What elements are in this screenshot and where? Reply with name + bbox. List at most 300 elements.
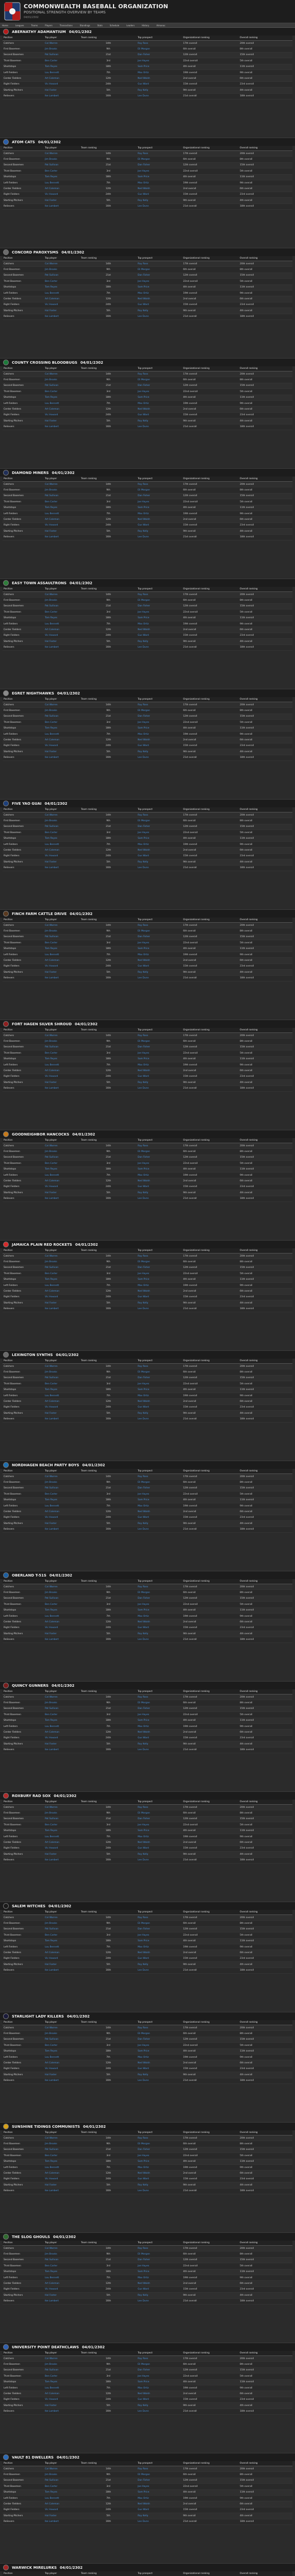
- top-prospect-link[interactable]: Ray Ross: [137, 2136, 182, 2141]
- top-player-link[interactable]: Lou Bennett: [44, 180, 80, 185]
- top-player-link[interactable]: Ben Carter: [44, 168, 80, 174]
- top-prospect-link[interactable]: Eli Morgan: [137, 377, 182, 383]
- top-player-link[interactable]: Jim Brooks: [44, 487, 80, 493]
- top-player-link[interactable]: Pat Sullivan: [44, 934, 80, 940]
- top-prospect-link[interactable]: Joe Hayes: [137, 720, 182, 725]
- top-player-link[interactable]: Jim Brooks: [44, 2031, 80, 2037]
- top-player-link[interactable]: Pat Sullivan: [44, 1816, 80, 1822]
- top-prospect-link[interactable]: Joe Hayes: [137, 279, 182, 284]
- top-player-link[interactable]: Vic Howard: [44, 743, 80, 749]
- top-prospect-link[interactable]: Joe Hayes: [137, 58, 182, 64]
- top-prospect-link[interactable]: Ray Ross: [137, 2466, 182, 2472]
- top-player-link[interactable]: Lou Bennett: [44, 621, 80, 626]
- top-prospect-link[interactable]: Eli Morgan: [137, 1921, 182, 1926]
- top-prospect-link[interactable]: Ned Walsh: [137, 2060, 182, 2066]
- top-player-link[interactable]: Cal Warren: [44, 1805, 80, 1810]
- top-player-link[interactable]: Vic Howard: [44, 633, 80, 638]
- top-player-link[interactable]: Vic Howard: [44, 1735, 80, 1741]
- top-player-link[interactable]: Lou Bennett: [44, 1503, 80, 1509]
- top-prospect-link[interactable]: Sam Price: [137, 2379, 182, 2385]
- top-player-link[interactable]: Cal Warren: [44, 1694, 80, 1700]
- top-player-link[interactable]: Vic Howard: [44, 412, 80, 418]
- top-prospect-link[interactable]: Gus Ward: [137, 1956, 182, 1961]
- top-prospect-link[interactable]: Joe Hayes: [137, 1492, 182, 1497]
- top-player-link[interactable]: Ike Lambert: [44, 1416, 80, 1422]
- top-prospect-link[interactable]: Joe Hayes: [137, 1933, 182, 1938]
- team-name[interactable]: NORDHAGEN BEACH PARTY BOYS: [12, 1463, 79, 1467]
- top-player-link[interactable]: Ben Carter: [44, 2374, 80, 2379]
- top-player-link[interactable]: Pat Sullivan: [44, 2367, 80, 2373]
- top-prospect-link[interactable]: Eli Morgan: [137, 2141, 182, 2147]
- top-prospect-link[interactable]: Ned Walsh: [137, 1950, 182, 1956]
- top-player-link[interactable]: Pat Sullivan: [44, 603, 80, 609]
- top-prospect-link[interactable]: Max Ortiz: [137, 1834, 182, 1839]
- team-name[interactable]: ROXBURY RAD SOX: [12, 1793, 51, 1798]
- top-player-link[interactable]: Jim Brooks: [44, 267, 80, 273]
- top-player-link[interactable]: Jim Brooks: [44, 1810, 80, 1816]
- top-player-link[interactable]: Lou Bennett: [44, 1723, 80, 1729]
- top-prospect-link[interactable]: Roy Kelly: [137, 1300, 182, 1306]
- top-player-link[interactable]: Art Coleman: [44, 76, 80, 81]
- top-player-link[interactable]: Cal Warren: [44, 2246, 80, 2251]
- top-prospect-link[interactable]: Lee Dunn: [137, 865, 182, 871]
- top-player-link[interactable]: Tom Reyes: [44, 395, 80, 400]
- top-player-link[interactable]: Art Coleman: [44, 2060, 80, 2066]
- top-prospect-link[interactable]: Roy Kelly: [137, 1190, 182, 1196]
- top-player-link[interactable]: Jim Brooks: [44, 598, 80, 603]
- top-player-link[interactable]: Cal Warren: [44, 812, 80, 818]
- top-prospect-link[interactable]: Max Ortiz: [137, 2054, 182, 2060]
- top-prospect-link[interactable]: Max Ortiz: [137, 2385, 182, 2391]
- top-prospect-link[interactable]: Dan Fisher: [137, 1265, 182, 1270]
- top-player-link[interactable]: Cal Warren: [44, 1143, 80, 1149]
- top-player-link[interactable]: Tom Reyes: [44, 174, 80, 180]
- top-player-link[interactable]: Tom Reyes: [44, 1607, 80, 1613]
- top-prospect-link[interactable]: Ned Walsh: [137, 1619, 182, 1625]
- top-player-link[interactable]: Vic Howard: [44, 522, 80, 528]
- top-prospect-link[interactable]: Max Ortiz: [137, 621, 182, 626]
- top-prospect-link[interactable]: Dan Fisher: [137, 1375, 182, 1381]
- top-player-link[interactable]: Cal Warren: [44, 41, 80, 46]
- team-name[interactable]: FINCH FARM CATTLE DRIVE: [12, 911, 67, 916]
- top-prospect-link[interactable]: Joe Hayes: [137, 1161, 182, 1166]
- top-prospect-link[interactable]: Dan Fisher: [137, 2037, 182, 2042]
- top-player-link[interactable]: Lou Bennett: [44, 70, 80, 75]
- top-prospect-link[interactable]: Ned Walsh: [137, 517, 182, 522]
- top-prospect-link[interactable]: Gus Ward: [137, 2397, 182, 2402]
- top-prospect-link[interactable]: Ned Walsh: [137, 1068, 182, 1074]
- top-prospect-link[interactable]: Sam Price: [137, 174, 182, 180]
- top-prospect-link[interactable]: Ned Walsh: [137, 296, 182, 302]
- top-prospect-link[interactable]: Gus Ward: [137, 2176, 182, 2182]
- top-player-link[interactable]: Art Coleman: [44, 958, 80, 963]
- top-prospect-link[interactable]: Sam Price: [137, 1387, 182, 1393]
- top-player-link[interactable]: Lou Bennett: [44, 511, 80, 516]
- top-player-link[interactable]: Hal Foster: [44, 308, 80, 314]
- top-player-link[interactable]: Hal Foster: [44, 1962, 80, 1968]
- top-player-link[interactable]: Hal Foster: [44, 2513, 80, 2519]
- nav-item[interactable]: Leagues: [15, 24, 24, 27]
- top-player-link[interactable]: Art Coleman: [44, 296, 80, 302]
- top-prospect-link[interactable]: Gus Ward: [137, 633, 182, 638]
- top-prospect-link[interactable]: Ned Walsh: [137, 627, 182, 633]
- top-prospect-link[interactable]: Sam Price: [137, 395, 182, 400]
- top-player-link[interactable]: Tom Reyes: [44, 725, 80, 731]
- top-prospect-link[interactable]: Gus Ward: [137, 1845, 182, 1851]
- top-prospect-link[interactable]: Max Ortiz: [137, 841, 182, 847]
- top-prospect-link[interactable]: Eli Morgan: [137, 157, 182, 162]
- top-player-link[interactable]: Jim Brooks: [44, 1590, 80, 1596]
- top-player-link[interactable]: Jim Brooks: [44, 1039, 80, 1044]
- top-player-link[interactable]: Hal Foster: [44, 970, 80, 975]
- top-player-link[interactable]: Tom Reyes: [44, 1718, 80, 1723]
- top-prospect-link[interactable]: Lee Dunn: [137, 1527, 182, 1532]
- top-prospect-link[interactable]: Eli Morgan: [137, 1149, 182, 1155]
- top-prospect-link[interactable]: Lee Dunn: [137, 1968, 182, 1973]
- top-player-link[interactable]: Art Coleman: [44, 1178, 80, 1184]
- top-player-link[interactable]: Hal Foster: [44, 749, 80, 755]
- top-player-link[interactable]: Ike Lambert: [44, 645, 80, 650]
- top-player-link[interactable]: Vic Howard: [44, 2176, 80, 2182]
- top-prospect-link[interactable]: Ray Ross: [137, 2356, 182, 2362]
- top-prospect-link[interactable]: Ned Walsh: [137, 848, 182, 853]
- top-prospect-link[interactable]: Gus Ward: [137, 81, 182, 87]
- top-player-link[interactable]: Cal Warren: [44, 1033, 80, 1039]
- top-prospect-link[interactable]: Max Ortiz: [137, 1172, 182, 1178]
- top-prospect-link[interactable]: Sam Price: [137, 1056, 182, 1062]
- top-player-link[interactable]: Ben Carter: [44, 2263, 80, 2269]
- top-player-link[interactable]: Tom Reyes: [44, 1828, 80, 1834]
- nav-item[interactable]: Transactions: [59, 24, 73, 27]
- top-player-link[interactable]: Ben Carter: [44, 1161, 80, 1166]
- top-player-link[interactable]: Tom Reyes: [44, 1277, 80, 1282]
- top-prospect-link[interactable]: Lee Dunn: [137, 1196, 182, 1201]
- top-player-link[interactable]: Art Coleman: [44, 2281, 80, 2286]
- top-player-link[interactable]: Ben Carter: [44, 1492, 80, 1497]
- top-prospect-link[interactable]: Eli Morgan: [137, 1039, 182, 1044]
- top-player-link[interactable]: Jim Brooks: [44, 708, 80, 714]
- top-prospect-link[interactable]: Dan Fisher: [137, 1706, 182, 1711]
- nav-item[interactable]: Teams: [31, 24, 38, 27]
- top-player-link[interactable]: Ike Lambert: [44, 93, 80, 99]
- top-prospect-link[interactable]: Gus Ward: [137, 853, 182, 859]
- top-prospect-link[interactable]: Max Ortiz: [137, 1282, 182, 1288]
- top-prospect-link[interactable]: Dan Fisher: [137, 52, 182, 58]
- top-player-link[interactable]: Lou Bennett: [44, 2164, 80, 2170]
- top-player-link[interactable]: Cal Warren: [44, 371, 80, 377]
- top-player-link[interactable]: Ben Carter: [44, 609, 80, 615]
- top-player-link[interactable]: Cal Warren: [44, 1474, 80, 1480]
- top-player-link[interactable]: Lou Bennett: [44, 1393, 80, 1398]
- top-player-link[interactable]: Pat Sullivan: [44, 2257, 80, 2263]
- top-prospect-link[interactable]: Ned Walsh: [137, 2391, 182, 2397]
- top-prospect-link[interactable]: Lee Dunn: [137, 424, 182, 430]
- top-player-link[interactable]: Pat Sullivan: [44, 493, 80, 499]
- top-prospect-link[interactable]: Dan Fisher: [137, 383, 182, 388]
- top-player-link[interactable]: Art Coleman: [44, 2391, 80, 2397]
- top-prospect-link[interactable]: Dan Fisher: [137, 2257, 182, 2263]
- top-player-link[interactable]: Lou Bennett: [44, 2385, 80, 2391]
- top-prospect-link[interactable]: Ned Walsh: [137, 737, 182, 743]
- top-prospect-link[interactable]: Ray Ross: [137, 1474, 182, 1480]
- top-prospect-link[interactable]: Lee Dunn: [137, 1747, 182, 1753]
- top-player-link[interactable]: Jim Brooks: [44, 1149, 80, 1155]
- top-prospect-link[interactable]: Ned Walsh: [137, 958, 182, 963]
- top-prospect-link[interactable]: Ray Ross: [137, 1253, 182, 1259]
- team-name[interactable]: EASY TOWN ASSAULTRONS: [12, 581, 67, 585]
- top-player-link[interactable]: Ike Lambert: [44, 424, 80, 430]
- top-player-link[interactable]: Ike Lambert: [44, 2298, 80, 2304]
- top-prospect-link[interactable]: Max Ortiz: [137, 1393, 182, 1398]
- top-prospect-link[interactable]: Joe Hayes: [137, 2484, 182, 2489]
- team-name[interactable]: LEXINGTON SYNTHS: [12, 1352, 53, 1357]
- top-prospect-link[interactable]: Eli Morgan: [137, 1810, 182, 1816]
- top-player-link[interactable]: Vic Howard: [44, 2397, 80, 2402]
- top-prospect-link[interactable]: Ray Ross: [137, 812, 182, 818]
- top-player-link[interactable]: Cal Warren: [44, 1364, 80, 1369]
- nav-item[interactable]: Standings: [79, 24, 90, 27]
- top-player-link[interactable]: Hal Foster: [44, 2072, 80, 2078]
- top-player-link[interactable]: Hal Foster: [44, 2182, 80, 2188]
- top-prospect-link[interactable]: Joe Hayes: [137, 2374, 182, 2379]
- top-prospect-link[interactable]: Gus Ward: [137, 1404, 182, 1410]
- top-prospect-link[interactable]: Joe Hayes: [137, 1712, 182, 1718]
- top-player-link[interactable]: Tom Reyes: [44, 284, 80, 290]
- top-player-link[interactable]: Cal Warren: [44, 2136, 80, 2141]
- top-player-link[interactable]: Ike Lambert: [44, 975, 80, 981]
- top-prospect-link[interactable]: Ray Ross: [137, 1805, 182, 1810]
- top-prospect-link[interactable]: Max Ortiz: [137, 2164, 182, 2170]
- team-name[interactable]: SUNSHINE TIDINGS COMMUNISTS: [12, 2124, 80, 2129]
- top-player-link[interactable]: Hal Foster: [44, 639, 80, 645]
- top-player-link[interactable]: Cal Warren: [44, 923, 80, 928]
- top-prospect-link[interactable]: Ray Ross: [137, 41, 182, 46]
- top-prospect-link[interactable]: Ray Ross: [137, 923, 182, 928]
- team-name[interactable]: VAULT 81 DWELLERS: [12, 2455, 54, 2460]
- top-player-link[interactable]: Ben Carter: [44, 2153, 80, 2159]
- top-player-link[interactable]: Vic Howard: [44, 81, 80, 87]
- top-player-link[interactable]: Art Coleman: [44, 737, 80, 743]
- top-prospect-link[interactable]: Roy Kelly: [137, 1080, 182, 1086]
- top-prospect-link[interactable]: Ned Walsh: [137, 1840, 182, 1845]
- top-player-link[interactable]: Ben Carter: [44, 1712, 80, 1718]
- top-prospect-link[interactable]: Eli Morgan: [137, 1369, 182, 1375]
- top-player-link[interactable]: Tom Reyes: [44, 2379, 80, 2385]
- top-prospect-link[interactable]: Ray Ross: [137, 702, 182, 708]
- top-prospect-link[interactable]: Dan Fisher: [137, 2147, 182, 2153]
- top-player-link[interactable]: Vic Howard: [44, 1625, 80, 1631]
- top-prospect-link[interactable]: Lee Dunn: [137, 2188, 182, 2194]
- top-prospect-link[interactable]: Sam Price: [137, 284, 182, 290]
- top-player-link[interactable]: Pat Sullivan: [44, 824, 80, 829]
- nav-item[interactable]: Leaders: [126, 24, 135, 27]
- top-prospect-link[interactable]: Ray Ross: [137, 371, 182, 377]
- top-prospect-link[interactable]: Lee Dunn: [137, 2519, 182, 2524]
- top-prospect-link[interactable]: Roy Kelly: [137, 859, 182, 865]
- top-prospect-link[interactable]: Sam Price: [137, 1166, 182, 1172]
- top-prospect-link[interactable]: Max Ortiz: [137, 1723, 182, 1729]
- top-player-link[interactable]: Jim Brooks: [44, 1700, 80, 1706]
- top-player-link[interactable]: Pat Sullivan: [44, 162, 80, 168]
- top-prospect-link[interactable]: Eli Morgan: [137, 1590, 182, 1596]
- top-player-link[interactable]: Hal Foster: [44, 2293, 80, 2298]
- top-player-link[interactable]: Ben Carter: [44, 830, 80, 836]
- top-prospect-link[interactable]: Joe Hayes: [137, 499, 182, 505]
- top-prospect-link[interactable]: Lee Dunn: [137, 534, 182, 540]
- top-prospect-link[interactable]: Roy Kelly: [137, 1411, 182, 1416]
- top-prospect-link[interactable]: Dan Fisher: [137, 1044, 182, 1050]
- team-name[interactable]: EGRET NIGHTHAWKS: [12, 691, 54, 696]
- top-prospect-link[interactable]: Sam Price: [137, 2048, 182, 2054]
- top-prospect-link[interactable]: Gus Ward: [137, 1735, 182, 1741]
- top-player-link[interactable]: Ike Lambert: [44, 204, 80, 209]
- top-prospect-link[interactable]: Max Ortiz: [137, 400, 182, 406]
- top-prospect-link[interactable]: Roy Kelly: [137, 418, 182, 424]
- top-prospect-link[interactable]: Gus Ward: [137, 2507, 182, 2513]
- top-player-link[interactable]: Jim Brooks: [44, 818, 80, 824]
- top-prospect-link[interactable]: Ned Walsh: [137, 406, 182, 412]
- top-player-link[interactable]: Ike Lambert: [44, 1747, 80, 1753]
- nav-item[interactable]: Home: [2, 24, 8, 27]
- top-prospect-link[interactable]: Roy Kelly: [137, 529, 182, 534]
- top-player-link[interactable]: Vic Howard: [44, 2066, 80, 2072]
- top-player-link[interactable]: Jim Brooks: [44, 1480, 80, 1485]
- top-player-link[interactable]: Tom Reyes: [44, 2048, 80, 2054]
- top-prospect-link[interactable]: Roy Kelly: [137, 2182, 182, 2188]
- top-player-link[interactable]: Hal Foster: [44, 1631, 80, 1637]
- top-prospect-link[interactable]: Max Ortiz: [137, 70, 182, 75]
- top-prospect-link[interactable]: Roy Kelly: [137, 970, 182, 975]
- top-prospect-link[interactable]: Eli Morgan: [137, 818, 182, 824]
- top-prospect-link[interactable]: Lee Dunn: [137, 755, 182, 760]
- top-prospect-link[interactable]: Gus Ward: [137, 963, 182, 969]
- top-player-link[interactable]: Hal Foster: [44, 198, 80, 204]
- top-player-link[interactable]: Jim Brooks: [44, 1369, 80, 1375]
- top-player-link[interactable]: Pat Sullivan: [44, 383, 80, 388]
- top-prospect-link[interactable]: Joe Hayes: [137, 168, 182, 174]
- top-prospect-link[interactable]: Sam Price: [137, 725, 182, 731]
- top-prospect-link[interactable]: Joe Hayes: [137, 1381, 182, 1387]
- top-prospect-link[interactable]: Gus Ward: [137, 1294, 182, 1300]
- top-prospect-link[interactable]: Sam Price: [137, 2269, 182, 2275]
- top-player-link[interactable]: Pat Sullivan: [44, 1265, 80, 1270]
- top-player-link[interactable]: Art Coleman: [44, 1950, 80, 1956]
- top-player-link[interactable]: Pat Sullivan: [44, 1706, 80, 1711]
- top-player-link[interactable]: Hal Foster: [44, 418, 80, 424]
- top-player-link[interactable]: Ben Carter: [44, 1271, 80, 1277]
- top-player-link[interactable]: Art Coleman: [44, 1289, 80, 1294]
- top-player-link[interactable]: Lou Bennett: [44, 1172, 80, 1178]
- top-player-link[interactable]: Lou Bennett: [44, 290, 80, 296]
- top-player-link[interactable]: Pat Sullivan: [44, 1044, 80, 1050]
- top-player-link[interactable]: Pat Sullivan: [44, 714, 80, 719]
- top-player-link[interactable]: Vic Howard: [44, 1845, 80, 1851]
- team-name[interactable]: FIVE YAO GUAI: [12, 801, 42, 806]
- top-player-link[interactable]: Ike Lambert: [44, 1306, 80, 1312]
- top-player-link[interactable]: Lou Bennett: [44, 1062, 80, 1067]
- top-prospect-link[interactable]: Dan Fisher: [137, 273, 182, 278]
- top-prospect-link[interactable]: Sam Price: [137, 505, 182, 511]
- top-prospect-link[interactable]: Eli Morgan: [137, 487, 182, 493]
- top-player-link[interactable]: Hal Foster: [44, 529, 80, 534]
- top-player-link[interactable]: Ben Carter: [44, 1050, 80, 1056]
- top-prospect-link[interactable]: Lee Dunn: [137, 1416, 182, 1422]
- top-prospect-link[interactable]: Dan Fisher: [137, 2478, 182, 2483]
- top-player-link[interactable]: Lou Bennett: [44, 952, 80, 957]
- top-prospect-link[interactable]: Dan Fisher: [137, 162, 182, 168]
- top-prospect-link[interactable]: Sam Price: [137, 2489, 182, 2495]
- top-prospect-link[interactable]: Joe Hayes: [137, 2153, 182, 2159]
- top-prospect-link[interactable]: Max Ortiz: [137, 731, 182, 737]
- top-player-link[interactable]: Vic Howard: [44, 1184, 80, 1190]
- top-player-link[interactable]: Pat Sullivan: [44, 273, 80, 278]
- top-player-link[interactable]: Ike Lambert: [44, 755, 80, 760]
- top-prospect-link[interactable]: Roy Kelly: [137, 1631, 182, 1637]
- top-prospect-link[interactable]: Lee Dunn: [137, 975, 182, 981]
- team-name[interactable]: FORT HAGEN SILVER SHROUD: [12, 1022, 72, 1026]
- top-prospect-link[interactable]: Roy Kelly: [137, 198, 182, 204]
- top-player-link[interactable]: Ike Lambert: [44, 1086, 80, 1091]
- top-player-link[interactable]: Hal Foster: [44, 88, 80, 93]
- top-player-link[interactable]: Ike Lambert: [44, 2188, 80, 2194]
- team-name[interactable]: GOODNEIGHBOR HANCOCKS: [12, 1132, 70, 1137]
- top-prospect-link[interactable]: Joe Hayes: [137, 389, 182, 395]
- top-prospect-link[interactable]: Ray Ross: [137, 1915, 182, 1921]
- top-player-link[interactable]: Ben Carter: [44, 279, 80, 284]
- top-player-link[interactable]: Pat Sullivan: [44, 2478, 80, 2483]
- top-prospect-link[interactable]: Dan Fisher: [137, 714, 182, 719]
- top-prospect-link[interactable]: Roy Kelly: [137, 2403, 182, 2409]
- top-player-link[interactable]: Cal Warren: [44, 1584, 80, 1590]
- top-prospect-link[interactable]: Dan Fisher: [137, 1816, 182, 1822]
- top-player-link[interactable]: Art Coleman: [44, 627, 80, 633]
- top-player-link[interactable]: Tom Reyes: [44, 2489, 80, 2495]
- top-prospect-link[interactable]: Roy Kelly: [137, 1852, 182, 1857]
- top-prospect-link[interactable]: Ned Walsh: [137, 1509, 182, 1515]
- top-player-link[interactable]: Ben Carter: [44, 940, 80, 946]
- top-prospect-link[interactable]: Eli Morgan: [137, 928, 182, 934]
- team-name[interactable]: UNIVERSITY POINT DEATHCLAWS: [12, 2345, 79, 2349]
- top-player-link[interactable]: Vic Howard: [44, 1956, 80, 1961]
- top-prospect-link[interactable]: Dan Fisher: [137, 1596, 182, 1601]
- team-name[interactable]: JAMAICA PLAIN RED ROCKETS: [12, 1242, 72, 1247]
- top-player-link[interactable]: Lou Bennett: [44, 2275, 80, 2280]
- top-prospect-link[interactable]: Gus Ward: [137, 412, 182, 418]
- top-prospect-link[interactable]: Max Ortiz: [137, 180, 182, 185]
- top-player-link[interactable]: Cal Warren: [44, 151, 80, 157]
- top-player-link[interactable]: Hal Foster: [44, 1741, 80, 1747]
- top-player-link[interactable]: Tom Reyes: [44, 2159, 80, 2164]
- top-prospect-link[interactable]: Ned Walsh: [137, 1289, 182, 1294]
- top-prospect-link[interactable]: Roy Kelly: [137, 639, 182, 645]
- top-prospect-link[interactable]: Lee Dunn: [137, 314, 182, 319]
- top-player-link[interactable]: Cal Warren: [44, 482, 80, 487]
- top-prospect-link[interactable]: Sam Price: [137, 615, 182, 621]
- top-player-link[interactable]: Vic Howard: [44, 1404, 80, 1410]
- top-player-link[interactable]: Art Coleman: [44, 1840, 80, 1845]
- top-player-link[interactable]: Jim Brooks: [44, 2141, 80, 2147]
- top-player-link[interactable]: Lou Bennett: [44, 841, 80, 847]
- team-name[interactable]: SALEM WITCHES: [12, 1904, 46, 1908]
- top-prospect-link[interactable]: Ray Ross: [137, 482, 182, 487]
- top-prospect-link[interactable]: Sam Price: [137, 2159, 182, 2164]
- top-player-link[interactable]: Vic Howard: [44, 2286, 80, 2292]
- top-prospect-link[interactable]: Max Ortiz: [137, 1062, 182, 1067]
- top-prospect-link[interactable]: Sam Price: [137, 64, 182, 70]
- top-player-link[interactable]: Ben Carter: [44, 2043, 80, 2048]
- top-player-link[interactable]: Art Coleman: [44, 406, 80, 412]
- top-prospect-link[interactable]: Dan Fisher: [137, 2367, 182, 2373]
